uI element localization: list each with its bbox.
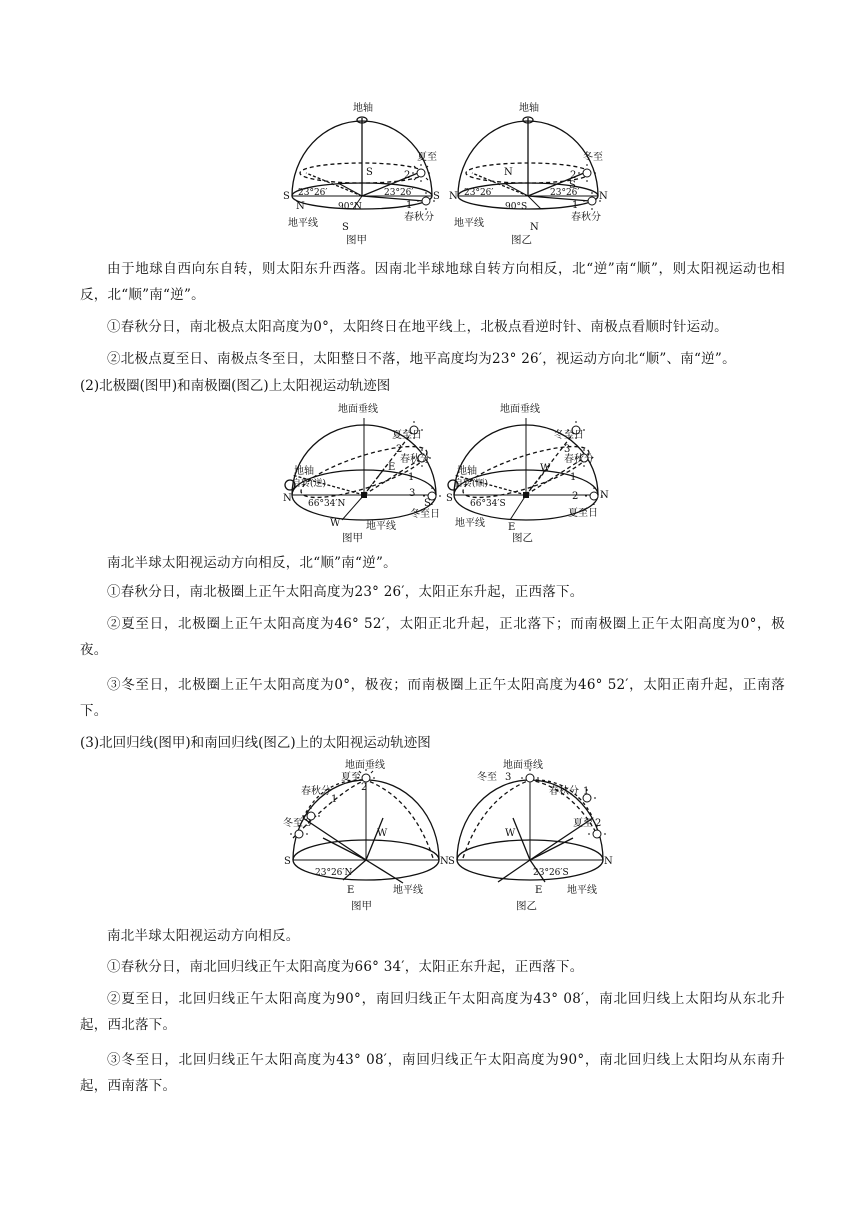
summer-label: 夏至日 <box>392 430 422 441</box>
sun-icon <box>521 769 606 838</box>
paragraph: ①春秋分日，南北回归线正午太阳高度为66° 34′，太阳正东升起，正西落下。 <box>107 959 584 975</box>
num-1: 1 <box>583 786 590 797</box>
winter-label: 冬至日 <box>410 509 440 520</box>
num-2: 2 <box>404 170 411 181</box>
N-label: N <box>604 856 613 867</box>
lat-left: 23°26′ <box>464 188 494 198</box>
num-3: 3 <box>505 772 512 783</box>
W-label: W <box>540 463 551 474</box>
num-2: 2 <box>396 444 403 455</box>
caption-yi: 图乙 <box>511 234 532 246</box>
equinox-label: 春秋分 <box>564 454 594 465</box>
section-heading: (2)北极圈(图甲)和南极圈(图乙)上太阳视运动轨迹图 <box>80 378 391 394</box>
num-2: 2 <box>361 782 368 793</box>
E-label: E <box>388 462 396 473</box>
S-left: S <box>283 191 290 202</box>
vertical-label: 地面垂线 <box>338 404 378 415</box>
paragraph: 由于地球自西向东自转，则太阳东升西落。因南北半球地球自转方向相反，北“逆”南“顺”，则太阳视运动也相反，北“顺”南“逆”。 <box>80 261 785 303</box>
lat-label: 66°34′N <box>308 499 346 509</box>
paragraph: ③冬至日，北极圈上正午太阳高度为0°，极夜；而南极圈上正午太阳高度为46° 52′，太阳正南升起，正南落下。 <box>80 677 785 719</box>
figure-tropic-sun-paths <box>283 758 613 918</box>
S-label: S <box>284 856 291 867</box>
W-label: W <box>330 518 341 529</box>
equinox-label: 春秋分 <box>571 212 601 223</box>
equinox-label: 春秋分 <box>400 454 430 465</box>
paragraph: ③冬至日，北回归线正午太阳高度为43° 08′，南回归线正午太阳高度为90°，南北回归线上太阳均从东南升起，西南落下。 <box>80 1052 785 1094</box>
N-top: N <box>504 167 513 178</box>
num-2: 2 <box>572 491 579 502</box>
lat-label: 66°34′S <box>470 499 506 509</box>
E-label: E <box>535 885 543 896</box>
horizon-label: 地平线 <box>393 885 423 896</box>
equinox-label: 春秋分 <box>301 786 331 797</box>
axis-label: 地轴 <box>519 103 539 114</box>
paragraph: ②夏至日，北回归线正午太阳高度为90°，南回归线正午太阳高度为43° 08′，南北回归线上太阳均从东北升起，西北落下。 <box>80 991 785 1033</box>
winter-label: 冬至 <box>477 772 497 783</box>
N-label: N <box>283 493 292 504</box>
summer-label: 夏至 <box>341 772 361 783</box>
S-label: S <box>446 493 453 504</box>
summer-label: 夏至日 <box>568 508 598 519</box>
caption-yi: 图乙 <box>516 900 537 912</box>
rotation-label: 自转(逆) <box>292 479 327 489</box>
num-3: 3 <box>564 444 571 455</box>
lat-right: 23°26′ <box>550 188 580 198</box>
rotation-label: 自转(顺) <box>454 479 489 489</box>
W-label: W <box>377 828 388 839</box>
vertical-label: 地面垂线 <box>500 404 540 415</box>
num-1: 1 <box>406 200 413 211</box>
S-right: S <box>569 180 576 191</box>
summer-label: 夏至 <box>573 818 593 829</box>
winter-label: 冬至 <box>583 152 603 163</box>
lat-right: 23°26′ <box>384 188 414 198</box>
E-label: E <box>347 885 355 896</box>
figure-polar-sun-paths <box>278 98 618 248</box>
diagram-yi-tropic-capricorn <box>457 780 603 882</box>
caption-jia: 图甲 <box>342 532 363 544</box>
equinox-label: 春秋分 <box>404 212 434 223</box>
equinox-label: 春秋分 <box>549 786 579 797</box>
lat-left: 23°26′ <box>298 188 328 198</box>
paragraph: ②北极点夏至日、南极点冬至日，太阳整日不落，地平高度均为23° 26′，视运动方向北“顺”、南“逆”。 <box>107 351 736 367</box>
N-label: N <box>600 490 609 501</box>
num-2: 2 <box>570 170 577 181</box>
caption-jia: 图甲 <box>351 900 372 912</box>
axis-label: 地轴 <box>457 466 477 477</box>
observer-point <box>361 492 367 498</box>
E-label: E <box>508 522 516 533</box>
paragraph: 南北半球太阳视运动方向相反。 <box>107 928 300 944</box>
num-1: 1 <box>408 472 415 483</box>
num-3: 3 <box>409 488 416 499</box>
vertical-label: 地面垂线 <box>503 760 543 771</box>
num-3: 3 <box>305 818 312 829</box>
num-1: 1 <box>572 200 579 211</box>
paragraph: 南北半球太阳视运动方向相反，北“顺”南“逆”。 <box>107 555 397 571</box>
S-right: S <box>433 191 440 202</box>
winter-label: 冬至 <box>283 818 303 829</box>
horizon-label: 地平线 <box>454 218 484 229</box>
pole-label: 90°N <box>338 202 362 212</box>
N-left: N <box>449 191 458 202</box>
lat-label: 23°26′S <box>533 868 569 878</box>
axis-label: 地轴 <box>294 466 314 477</box>
paragraph: ①春秋分日，南北极点太阳高度为0°，太阳终日在地平线上，北极点看逆时针、南极点看顺时针运动。 <box>107 319 728 335</box>
pole-label: 90°S <box>505 202 528 212</box>
S-bottom: S <box>342 222 349 233</box>
paragraph: ①春秋分日，南北极圈上正午太阳高度为23° 26′，太阳正东升起，正西落下。 <box>107 584 584 600</box>
W-label: W <box>505 828 516 839</box>
num-2: 2 <box>595 818 602 829</box>
horizon-label: 地平线 <box>288 218 318 229</box>
figure-polar-circle-sun-paths <box>282 400 612 548</box>
horizon-label: 地平线 <box>455 518 485 529</box>
horizon-label: 地平线 <box>567 885 597 896</box>
figure-polar-circle-svg <box>282 400 612 548</box>
figure-tropic-svg <box>283 758 613 918</box>
num-1: 1 <box>331 794 338 805</box>
observer-point <box>523 492 529 498</box>
N-right: N <box>599 191 608 202</box>
figure-polar-svg <box>278 98 618 248</box>
paragraph: ②夏至日，北极圈上正午太阳高度为46° 52′，太阳正北升起，正北落下；而南极圈上正午太阳高度为0°，极夜。 <box>80 616 785 658</box>
N-label: N <box>440 856 449 867</box>
vertical-label: 地面垂线 <box>345 760 385 771</box>
caption-jia: 图甲 <box>346 234 367 246</box>
axis-label: 地轴 <box>353 103 373 114</box>
caption-yi: 图乙 <box>512 532 533 544</box>
summer-label: 夏至 <box>417 152 437 163</box>
num-1: 1 <box>570 472 577 483</box>
lat-label: 23°26′N <box>315 868 353 878</box>
section-heading: (3)北回归线(图甲)和南回归线(图乙)上的太阳视运动轨迹图 <box>80 735 431 751</box>
horizon-label: 地平线 <box>366 521 396 532</box>
S-top: S <box>366 167 373 178</box>
S-label: S <box>448 856 455 867</box>
S-label: S <box>424 498 431 509</box>
N-bottom: N <box>530 222 539 233</box>
N-left: N <box>296 201 305 212</box>
winter-label: 冬至日 <box>554 430 584 441</box>
